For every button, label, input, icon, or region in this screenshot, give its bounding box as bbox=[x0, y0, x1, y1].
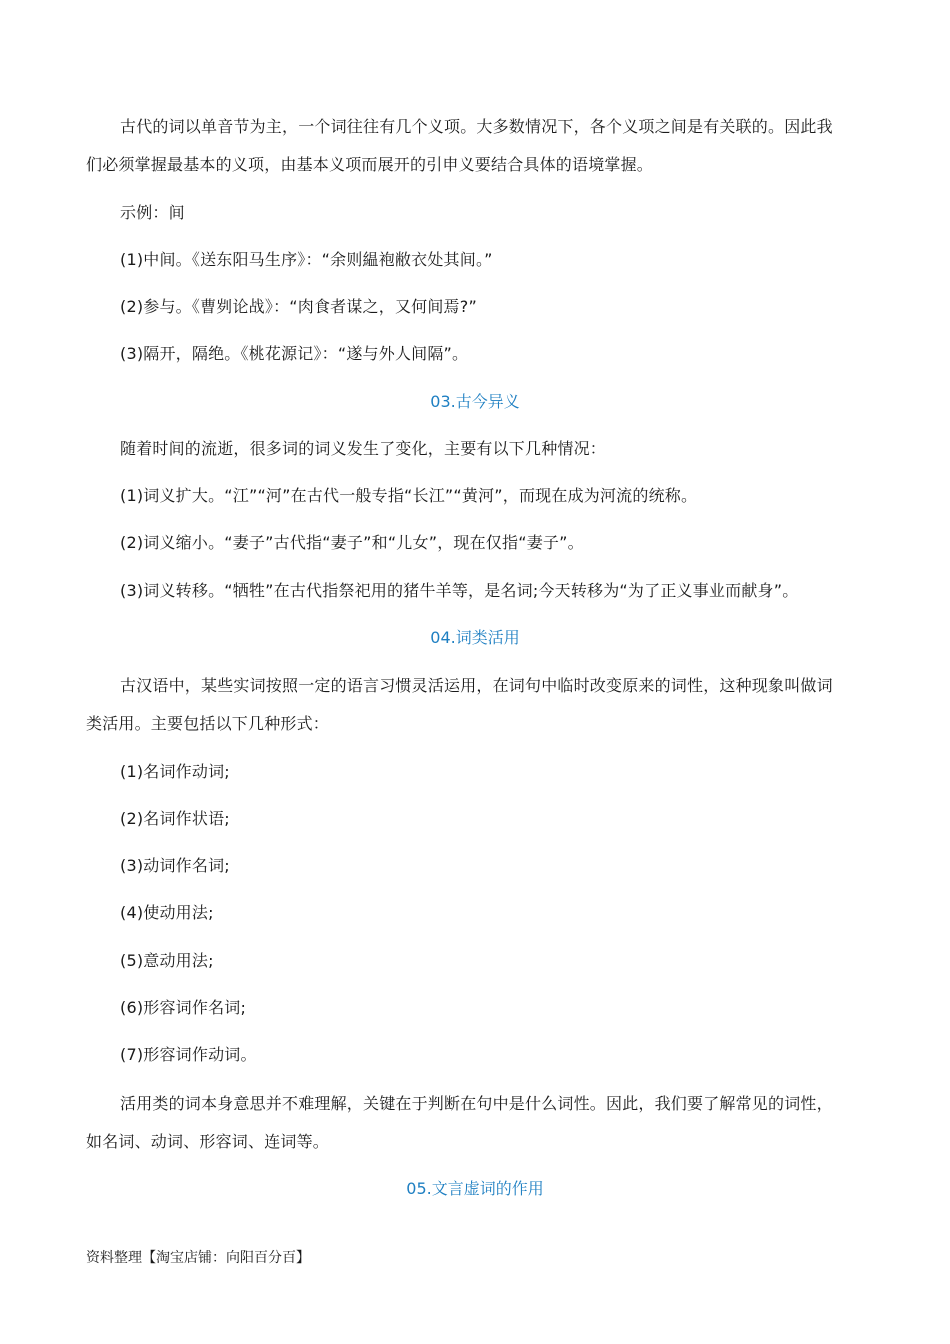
section-03-item: (3)词义转移。“牺牲”在古代指祭祀用的猪牛羊等，是名词;今天转移为“为了正义事业而献身”。 bbox=[120, 581, 799, 600]
section-heading-05: 05.文言虚词的作用 bbox=[406, 1179, 544, 1198]
page-footer: 资料整理【淘宝店铺：向阳百分百】 bbox=[86, 1250, 310, 1266]
intro-paragraph-line-2: 们必须掌握最基本的义项，由基本义项而展开的引申义要结合具体的语境掌握。 bbox=[86, 155, 654, 174]
section-04-item: (6)形容词作名词; bbox=[120, 998, 247, 1017]
example-item: (3)隔开，隔绝。《桃花源记》：“遂与外人间隔”。 bbox=[120, 344, 469, 363]
section-03-item: (1)词义扩大。“江”“河”在古代一般专指“长江”“黄河”，而现在成为河流的统称。 bbox=[120, 486, 698, 505]
example-item: (2)参与。《曹刿论战》：“肉食者谋之，又何间焉?” bbox=[120, 297, 477, 316]
section-04-item: (3)动词作名词; bbox=[120, 856, 230, 875]
section-04-paragraph-line-2: 类活用。主要包括以下几种形式： bbox=[86, 714, 330, 733]
section-04-item: (4)使动用法; bbox=[120, 903, 214, 922]
section-04-item: (2)名词作状语; bbox=[120, 809, 230, 828]
section-04-item: (7)形容词作动词。 bbox=[120, 1045, 257, 1064]
example-item: (1)中间。《送东阳马生序》：“余则緼袍敝衣处其间。” bbox=[120, 250, 493, 269]
example-label: 示例：间 bbox=[120, 203, 185, 222]
section-heading-03: 03.古今异义 bbox=[430, 392, 520, 411]
section-heading-04: 04.词类活用 bbox=[430, 628, 520, 647]
section-03-item: (2)词义缩小。“妻子”古代指“妻子”和“儿女”，现在仅指“妻子”。 bbox=[120, 533, 584, 552]
section-04-paragraph-line-1: 古汉语中，某些实词按照一定的语言习惯灵活运用，在词句中临时改变原来的词性，这种现象叫做词 bbox=[120, 676, 833, 695]
section-04-closing-line-2: 如名词、动词、形容词、连词等。 bbox=[86, 1132, 330, 1151]
section-03-intro: 随着时间的流逝，很多词的词义发生了变化，主要有以下几种情况： bbox=[120, 439, 607, 458]
section-04-item: (5)意动用法; bbox=[120, 951, 214, 970]
section-04-closing-line-1: 活用类的词本身意思并不难理解，关键在于判断在句中是什么词性。因此，我们要了解常见的词性， bbox=[120, 1094, 833, 1113]
section-04-item: (1)名词作动词; bbox=[120, 762, 230, 781]
intro-paragraph-line-1: 古代的词以单音节为主，一个词往往有几个义项。大多数情况下，各个义项之间是有关联的。因此我 bbox=[120, 117, 833, 136]
